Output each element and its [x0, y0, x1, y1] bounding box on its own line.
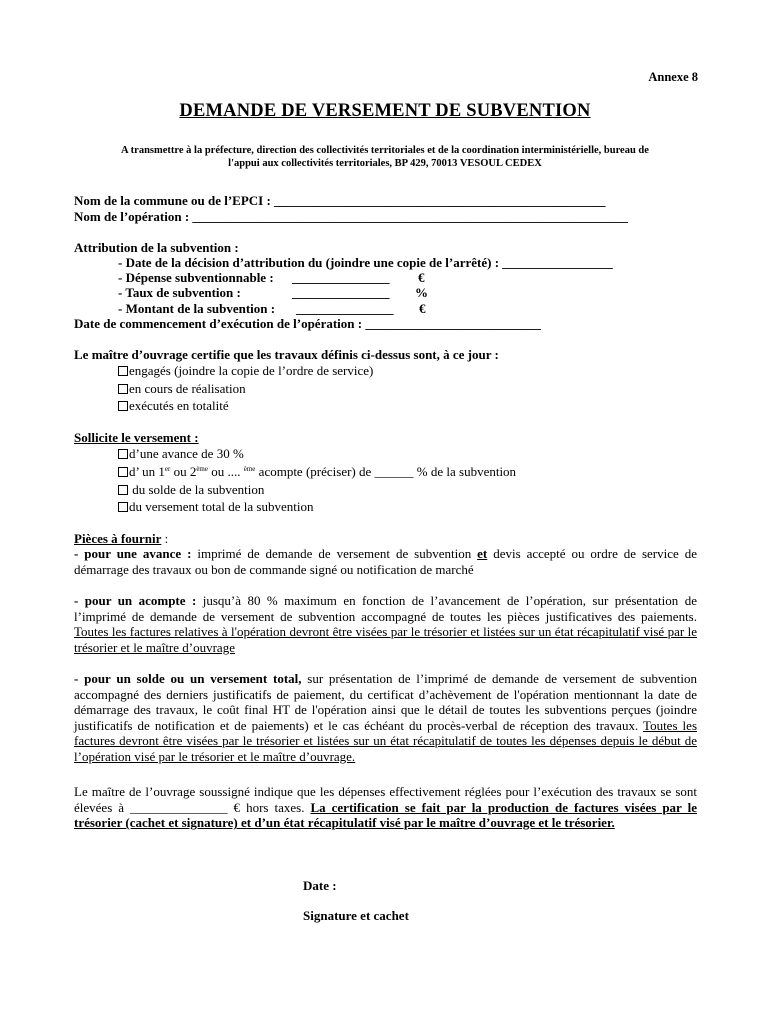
depense-field[interactable]: _______________: [292, 270, 390, 285]
taux-label: - Taux de subvention :: [118, 285, 241, 300]
attribution-heading: Attribution de la subvention :: [74, 240, 239, 255]
option-solde[interactable]: [118, 482, 264, 498]
checkbox[interactable]: [118, 401, 128, 411]
option-label: du solde de la subvention: [132, 482, 265, 497]
option-total[interactable]: [118, 499, 313, 515]
declaration-paragraph: Le maître de l’ouvrage soussigné indique que les dépenses effectivement réglées pour l’exécution des travaux se sont élevées à _______________ € hors taxes. La certification se fait par la production de factures visées par le trésorier (cachet et signature) et d’un état récapitulatif visé par le maître d’ouvrage et le trésorier.: [74, 784, 697, 831]
option-acompte[interactable]: d’ un 1er ou 2ème ou .... $^{ème}$ acompte (préciser) de ______ % de la subvention: [118, 464, 516, 480]
date-commencement-field[interactable]: Date de commencement d’exécution de l’opération : ___________________________: [74, 316, 541, 331]
montant-unit: €: [419, 301, 426, 316]
sollicite-heading: Sollicite le versement :: [74, 430, 199, 445]
option-avance[interactable]: [118, 446, 244, 462]
checkbox[interactable]: [118, 384, 128, 394]
checkbox[interactable]: [118, 485, 128, 495]
montant-label: - Montant de la subvention :: [118, 301, 276, 316]
option-label: d’une avance de 30 %: [129, 446, 244, 461]
option-engages[interactable]: [118, 363, 373, 379]
option-label: engagés (joindre la copie de l’ordre de service): [129, 363, 374, 378]
option-executes[interactable]: [118, 398, 229, 414]
transmit-line-1: A transmettre à la préfecture, direction des collectivités territoriales et de la coordination interministérielle, bureau de: [121, 145, 649, 156]
pieces-acompte-paragraph: - pour un acompte : jusqu’à 80 % maximum en fonction de l’avancement de l’opération, sur présentation de l’imprimé de demande de versement de subvention accompagné de toutes les pièces justificatives des paiements. Toutes les factures relatives à l'opération devront être visées par le trésorier et listées sur un état récapitulatif visé par le trésorier et le maître d’ouvrage: [74, 593, 697, 655]
depense-unit: €: [418, 270, 425, 285]
montant-field[interactable]: _______________: [296, 301, 394, 316]
depense-label: - Dépense subventionnable :: [118, 270, 274, 285]
document-title: DEMANDE DE VERSEMENT DE SUBVENTION: [179, 101, 591, 121]
option-label: exécutés en totalité: [129, 398, 229, 413]
taux-unit: %: [415, 285, 428, 300]
option-label: du versement total de la subvention: [129, 499, 314, 514]
commune-field[interactable]: Nom de la commune ou de l’EPCI : ___________________________________________________: [74, 193, 606, 208]
pieces-heading: Pièces à fournir :: [74, 531, 169, 546]
pieces-solde-paragraph: - pour un solde ou un versement total, sur présentation de l’imprimé de demande de versement de subvention accompagné des derniers justificatifs de paiement, du certificat d’achèvement de l'opération mentionnant la date de démarrage des travaux, le coût final HT de l'opération ainsi que le détail de toutes les subventions perçues (joindre justificatifs de notification et de paiements) et le cas échéant du procès-verbal de réception des travaux. Toutes les factures devront être visées par le trésorier et listées sur un état récapitulatif de toutes les dépenses depuis le début de l’opération visé par le trésorier et le maître d’ouvrage.: [74, 671, 698, 764]
operation-field[interactable]: Nom de l’opération : ___________________________________________________________________: [74, 209, 628, 224]
date-decision-field[interactable]: - Date de la décision d’attribution du (joindre une copie de l’arrêté) : _________________: [118, 255, 613, 270]
signature-label[interactable]: Signature et cachet: [303, 908, 409, 923]
checkbox[interactable]: [118, 366, 128, 376]
option-en-cours[interactable]: [118, 381, 246, 397]
transmit-line-2: l'appui aux collectivités territoriales, BP 429, 70013 VESOUL CEDEX: [228, 158, 542, 169]
pieces-avance-paragraph: - pour une avance : imprimé de demande de versement de subvention et devis accepté ou ordre de service de démarrage des travaux ou bon de commande signé ou notification de marché: [74, 546, 697, 577]
option-label: en cours de réalisation: [129, 381, 246, 396]
date-label[interactable]: Date :: [303, 878, 337, 893]
annex-label: Annexe 8: [648, 70, 698, 84]
checkbox[interactable]: [118, 449, 128, 459]
checkbox[interactable]: [118, 467, 128, 477]
taux-field[interactable]: _______________: [292, 285, 390, 300]
checkbox[interactable]: [118, 502, 128, 512]
certification-heading: Le maître d’ouvrage certifie que les travaux définis ci-dessus sont, à ce jour :: [74, 347, 499, 362]
